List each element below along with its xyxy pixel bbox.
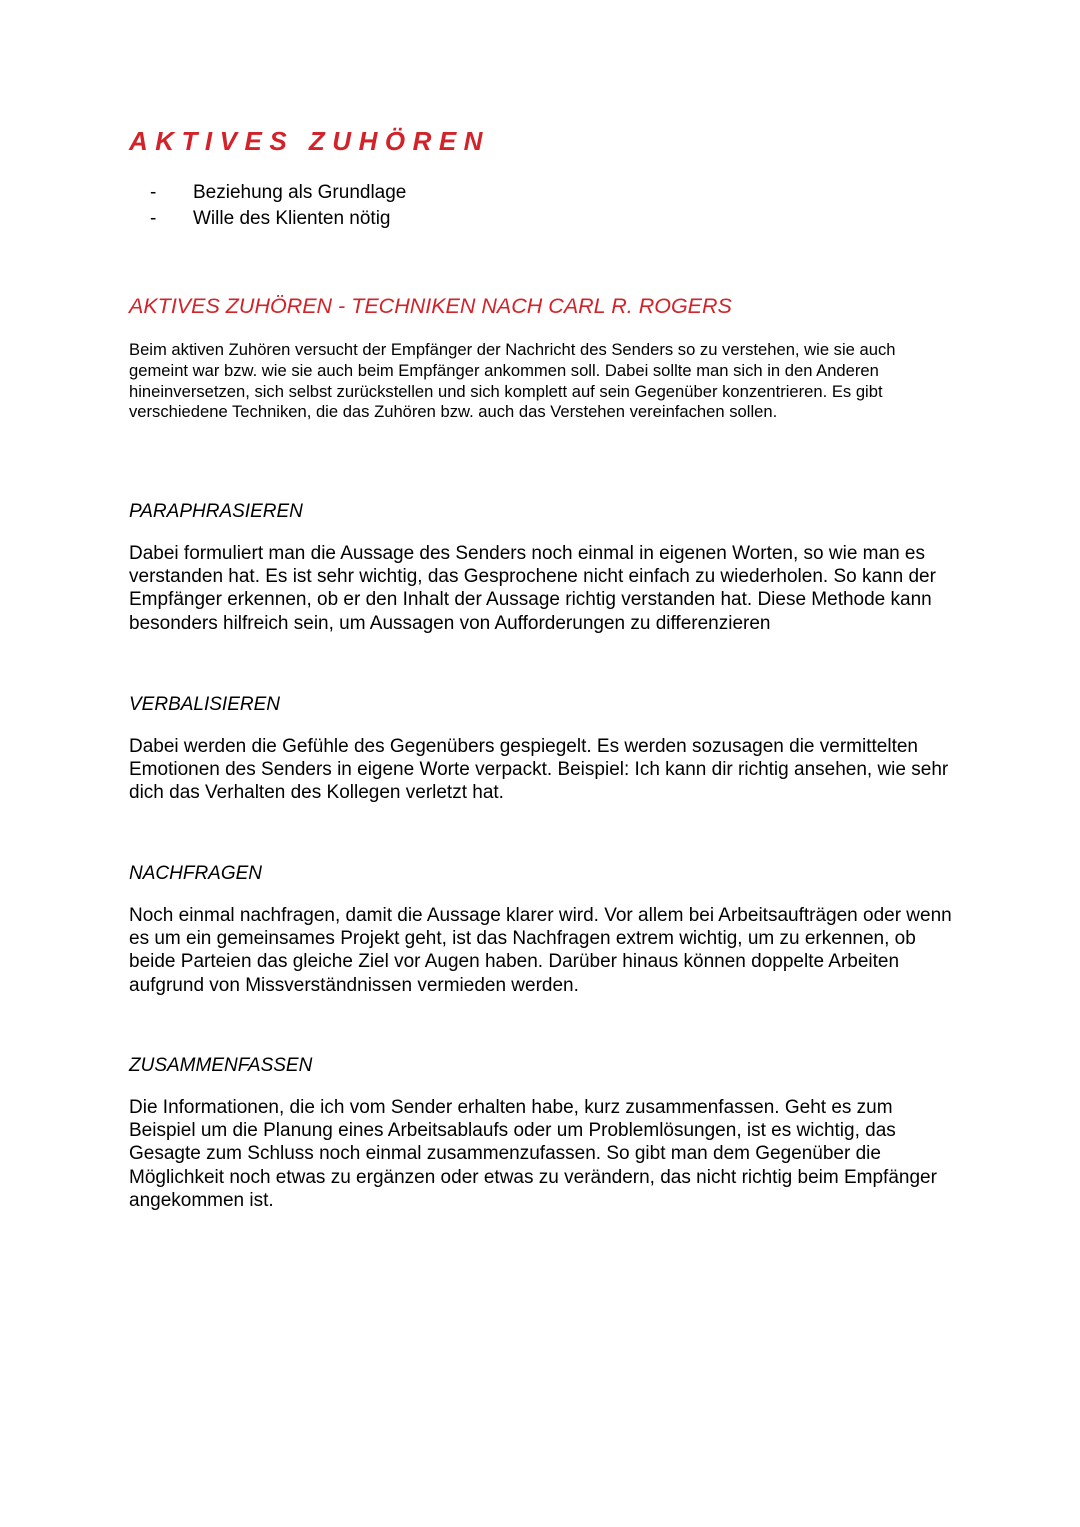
bullet-item: [150, 206, 406, 232]
bullet-item: [150, 180, 406, 206]
technique-heading-verbalisieren: VERBALISIEREN: [129, 694, 280, 715]
bullet-text: Wille des Klienten nötig: [193, 208, 391, 229]
technique-text-verbalisieren: Dabei werden die Gefühle des Gegenübers gespiegelt. Es werden sozusagen die vermittelten Emotionen des Senders in eigene Worte verpackt. Beispiel: Ich kann dir richtig ansehen, wie sehr dich das Verhalten des Kollegen verletzt hat.: [129, 736, 949, 804]
technique-text-paraphrasieren: Dabei formuliert man die Aussage des Senders noch einmal in eigenen Worten, so wie man es verstanden hat. Es ist sehr wichtig, das Gesprochene nicht einfach zu wiederholen. So kann der Empfänger erkennen, ob er den Inhalt der Aussage richtig verstanden hat. Diese Methode kann besonders hilfreich sein, um Aussagen von Aufforderungen zu differenzieren: [129, 543, 936, 634]
document-title: AKTIVES ZUHÖREN: [129, 126, 490, 156]
bullet-marker: -: [150, 182, 157, 203]
bullet-marker: -: [150, 208, 157, 229]
technique-heading-nachfragen: NACHFRAGEN: [129, 863, 263, 884]
technique-text-nachfragen: Noch einmal nachfragen, damit die Aussage klarer wird. Vor allem bei Arbeitsaufträgen oder wenn es um ein gemeinsames Projekt geht, ist das Nachfragen extrem wichtig, um zu erkennen, ob beide Parteien das gleiche Ziel vor Augen haben. Darüber hinaus können doppelte Arbeiten aufgrund von Missverständnissen vermieden werden.: [129, 905, 952, 996]
bullet-text: Beziehung als Grundlage: [193, 182, 407, 203]
bullet-list: [150, 180, 406, 232]
section-heading: AKTIVES ZUHÖREN - TECHNIKEN NACH CARL R. ROGERS: [129, 294, 732, 318]
technique-heading-paraphrasieren: PARAPHRASIEREN: [129, 501, 303, 522]
technique-heading-zusammenfassen: ZUSAMMENFASSEN: [129, 1055, 313, 1076]
intro-paragraph: Beim aktiven Zuhören versucht der Empfänger der Nachricht des Senders so zu verstehen, wie sie auch gemeint war bzw. wie sie auch beim Empfänger ankommen soll. Dabei sollte man sich in den Anderen hineinversetzen, sich selbst zurückstellen und sich komplett auf sein Gegenüber konzentrieren. Es gibt verschiedene Techniken, die das Zuhören bzw. auch das Verstehen vereinfachen sollen.: [129, 340, 896, 422]
technique-text-zusammenfassen: Die Informationen, die ich vom Sender erhalten habe, kurz zusammenfassen. Geht es zum Beispiel um die Planung eines Arbeitsablaufs oder um Problemlösungen, ist es wichtig, das Gesagte zum Schluss noch einmal zusammenzufassen. So gibt man dem Gegenüber die Möglichkeit noch etwas zu ergänzen oder etwas zu verändern, das nicht richtig beim Empfänger angekommen ist.: [129, 1097, 937, 1211]
